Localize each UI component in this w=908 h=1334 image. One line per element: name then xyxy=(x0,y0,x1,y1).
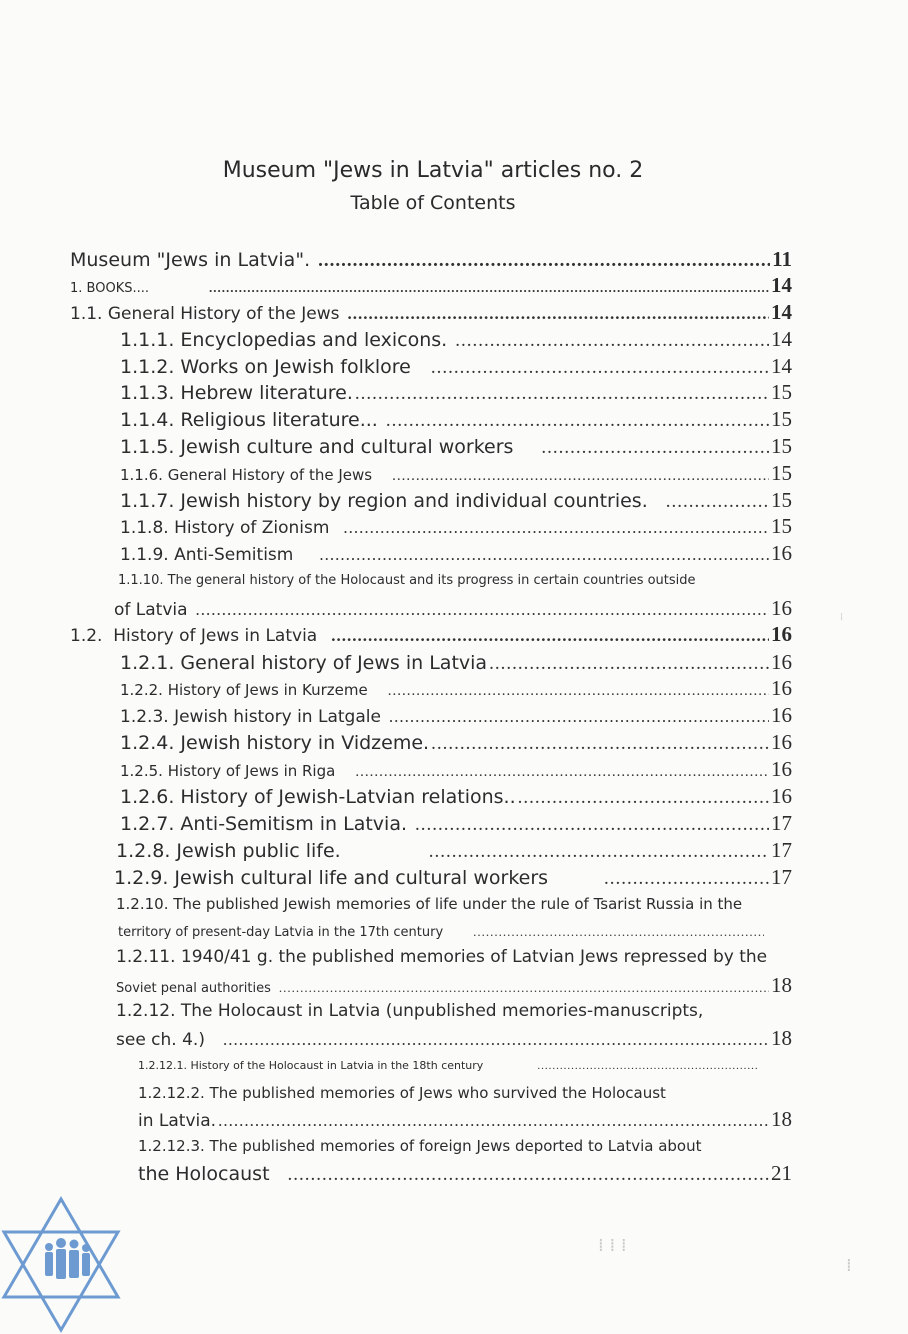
toc-entry[interactable]: 1.2.2. History of Jews in Kurzeme ..... 16 xyxy=(120,674,792,702)
toc-entry[interactable]: 1. BOOKS.... ..... 14 xyxy=(70,271,792,299)
toc-entry[interactable]: 1.1.3. Hebrew literature. ..... 15 xyxy=(120,378,792,406)
toc-entry[interactable]: 1.1.6. General History of the Jews ..... 15 xyxy=(120,459,792,487)
toc-entry[interactable]: see ch. 4.) ..... 18 xyxy=(116,1024,792,1052)
toc-entry[interactable]: 1.2.7. Anti-Semitism in Latvia. ..... 17 xyxy=(120,809,792,837)
toc-entry[interactable]: territory of present-day Latvia in the 17th century ..... xyxy=(118,918,766,946)
toc-entry[interactable]: 1.2.4. Jewish history in Vidzeme. ..... 16 xyxy=(120,728,792,756)
toc-entry[interactable]: of Latvia ..... 16 xyxy=(114,594,792,622)
scan-artifact: ⁞ ⁞ ⁞ xyxy=(598,1235,627,1256)
toc-entry[interactable]: in Latvia. ..... 18 xyxy=(138,1105,792,1133)
toc-entry[interactable]: 1.2. History of Jews in Latvia ..... 16 xyxy=(70,620,792,648)
toc-entry[interactable]: Soviet penal authorities ..... 18 xyxy=(116,971,792,999)
toc-entry[interactable]: 1.2.12.1. History of the Holocaust in Latvia in the 18th century ..... xyxy=(138,1052,760,1080)
star-of-david-family-icon xyxy=(0,1195,122,1334)
toc-entry[interactable]: 1.2.6. History of Jewish-Latvian relations.. ..... 16 xyxy=(120,782,792,810)
toc-entry[interactable]: 1.2.9. Jewish cultural life and cultural workers ..... 17 xyxy=(114,863,792,891)
document-title: Museum "Jews in Latvia" articles no. 2 xyxy=(222,158,644,183)
toc-entry[interactable]: 1.1. General History of the Jews ..... 14 xyxy=(70,298,792,326)
toc-entry[interactable]: 1.1.4. Religious literature... ..... 15 xyxy=(120,405,792,433)
toc-entry[interactable]: Museum "Jews in Latvia". ..... 11 xyxy=(70,245,792,273)
scan-artifact: ⁞ xyxy=(846,1255,852,1276)
toc-entry-line: 1.2.11. 1940/41 g. the published memories of Latvian Jews repressed by the xyxy=(116,947,768,967)
toc-entry[interactable]: 1.1.8. History of Zionism ..... 15 xyxy=(120,512,792,540)
toc-entry[interactable]: 1.2.5. History of Jews in Riga ..... 16 xyxy=(120,755,792,783)
document-subtitle: Table of Contents xyxy=(350,192,516,214)
toc-entry[interactable]: 1.1.9. Anti-Semitism ..... 16 xyxy=(120,539,792,567)
toc-entry-line: 1.2.12. The Holocaust in Latvia (unpublished memories-manuscripts, xyxy=(116,1001,704,1021)
toc-entry[interactable]: 1.2.8. Jewish public life. ..... 17 xyxy=(116,836,792,864)
toc-entry[interactable]: 1.1.5. Jewish culture and cultural workers ..... 15 xyxy=(120,432,792,460)
toc-entry-line: 1.2.10. The published Jewish memories of life under the rule of Tsarist Russia in the xyxy=(116,895,743,913)
toc-entry-line: 1.2.12.3. The published memories of foreign Jews deported to Latvia about xyxy=(138,1137,702,1155)
toc-entry[interactable]: 1.1.1. Encyclopedias and lexicons. ..... 14 xyxy=(120,325,792,353)
toc-entry-line: 1.1.10. The general history of the Holocaust and its progress in certain countries outside xyxy=(118,573,696,588)
toc-entry[interactable]: 1.1.7. Jewish history by region and individual countries. ..... 15 xyxy=(120,486,792,514)
toc-entry[interactable]: 1.2.3. Jewish history in Latgale ..... 16 xyxy=(120,701,792,729)
toc-entry[interactable]: 1.2.1. General history of Jews in Latvia ..... 16 xyxy=(120,648,792,676)
scan-artifact: ⁞ xyxy=(840,612,844,623)
toc-entry-line: 1.2.12.2. The published memories of Jews who survived the Holocaust xyxy=(138,1084,666,1102)
toc-entry[interactable]: 1.1.2. Works on Jewish folklore ..... 14 xyxy=(120,352,792,380)
toc-entry[interactable]: the Holocaust ..... 21 xyxy=(138,1159,792,1187)
